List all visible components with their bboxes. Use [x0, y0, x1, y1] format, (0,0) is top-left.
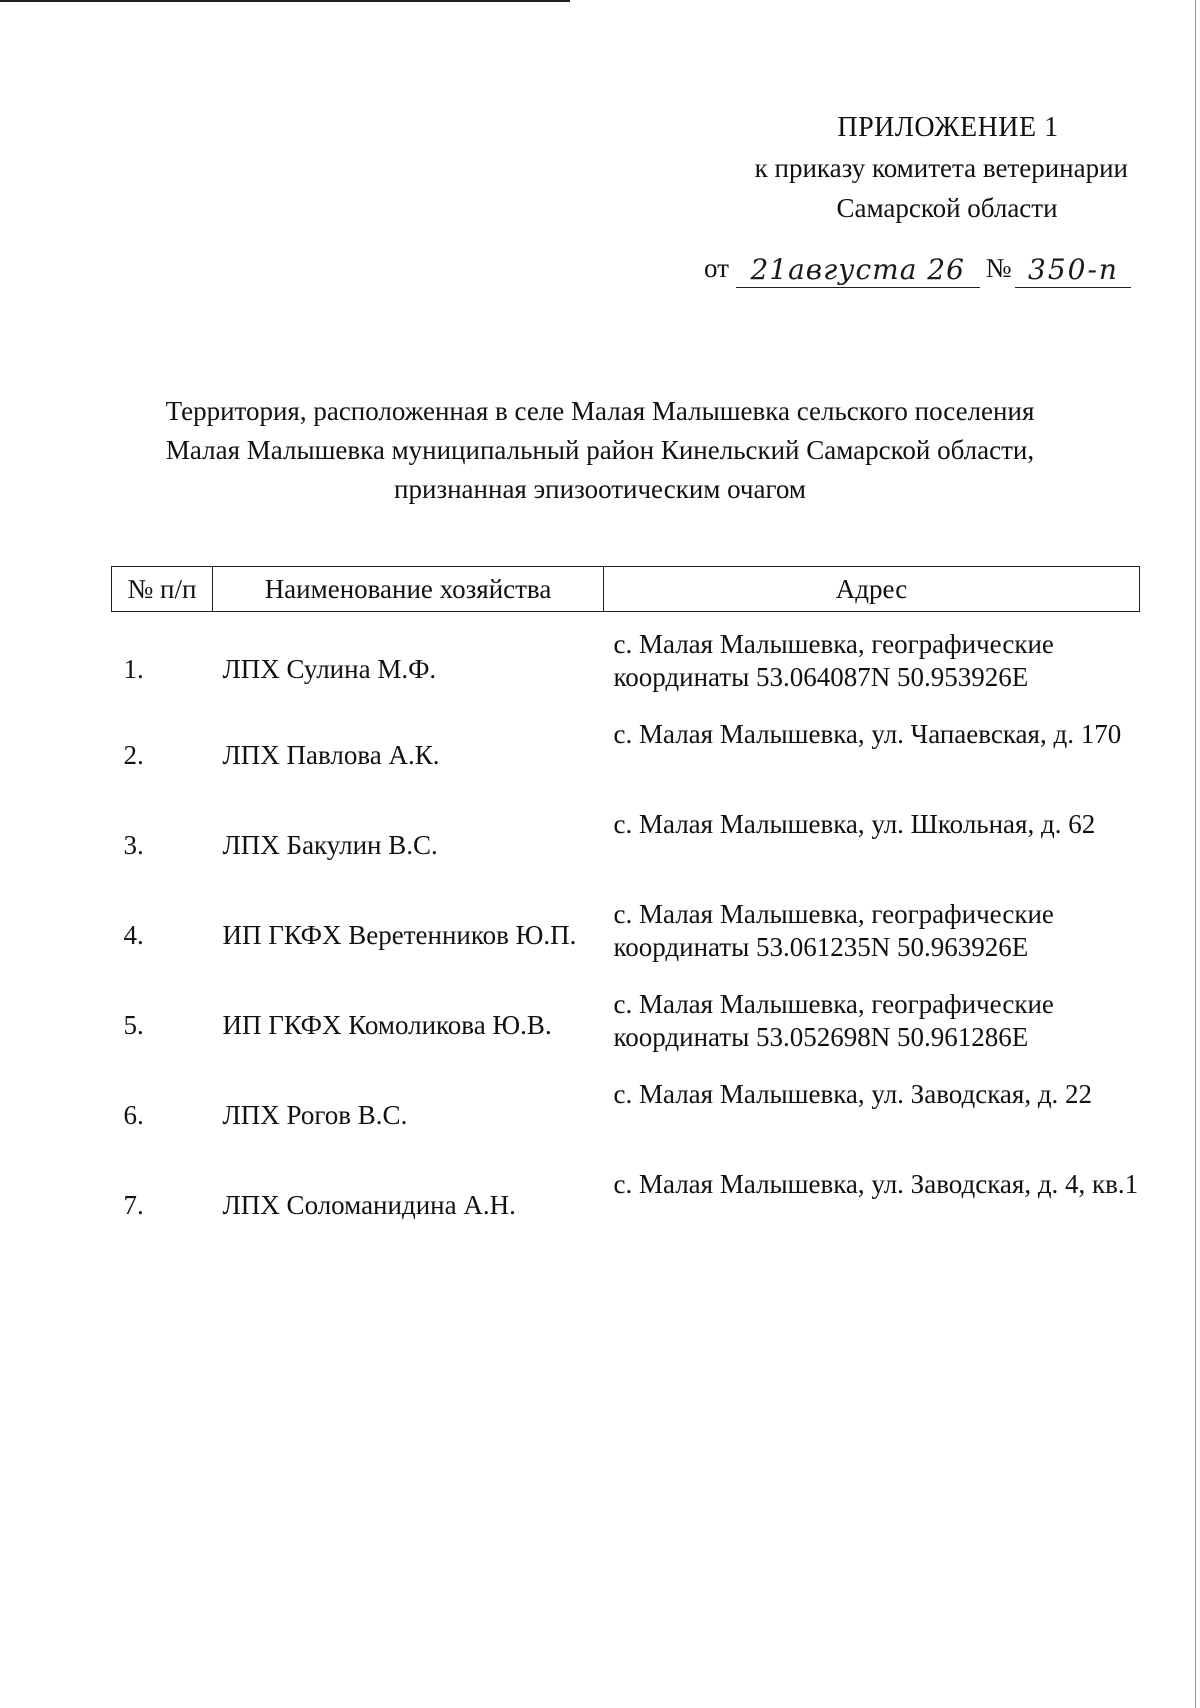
scan-edge-right — [1195, 0, 1196, 1708]
heading-line-3: признанная эпизоотическим очагом — [394, 474, 806, 504]
table-row — [112, 800, 1140, 890]
order-date-number — [704, 248, 1131, 288]
farms-table — [111, 566, 1140, 1250]
table-row — [112, 612, 1140, 711]
appendix-block — [708, 108, 1128, 228]
table-row — [112, 980, 1140, 1070]
row-number: 3. — [123, 829, 144, 860]
table-row — [112, 890, 1140, 980]
row-address: с. Малая Малышевка, ул. Школьная, д. 62 — [613, 809, 1096, 839]
order-from-label: от — [704, 253, 729, 283]
header-number: № п/п — [112, 567, 213, 612]
header-address: Адрес — [604, 567, 1140, 612]
row-number: 2. — [123, 739, 144, 770]
appendix-order-ref: к приказу комитета ветеринарии — [754, 153, 1128, 183]
order-date-handwritten: 21августа 26 — [736, 253, 980, 288]
row-address: с. Малая Малышевка, ул. Заводская, д. 4, кв.1 — [613, 1169, 1139, 1199]
table-row — [112, 710, 1140, 800]
row-address: с. Малая Малышевка, географические координаты 53.061235N 50.963926E — [613, 899, 1054, 962]
table-row — [112, 1070, 1140, 1160]
table-row — [112, 1160, 1140, 1250]
row-farm-name: ЛПХ Сулина М.Ф. — [222, 653, 437, 684]
row-farm-name: ЛПХ Павлова А.К. — [222, 739, 440, 770]
document-heading — [100, 392, 1100, 509]
table-header-row — [112, 567, 1140, 612]
row-address: с. Малая Малышевка, географические координаты 53.052698N 50.961286E — [613, 989, 1054, 1052]
row-address: с. Малая Малышевка, географические координаты 53.064087N 50.953926E — [613, 629, 1054, 692]
row-number: 1. — [123, 653, 144, 684]
heading-line-1: Территория, расположенная в селе Малая Малышевка сельского поселения — [165, 396, 1035, 426]
appendix-region: Самарской области — [836, 193, 1058, 223]
row-farm-name: ЛПХ Соломанидина А.Н. — [222, 1189, 516, 1220]
row-number: 5. — [123, 1009, 144, 1040]
header-farm-name: Наименование хозяйства — [213, 567, 604, 612]
row-address: с. Малая Малышевка, ул. Чапаевская, д. 170 — [613, 719, 1122, 749]
order-number-label: № — [985, 253, 1012, 283]
row-farm-name: ИП ГКФХ Веретенников Ю.П. — [222, 919, 577, 950]
row-address: с. Малая Малышевка, ул. Заводская, д. 22 — [613, 1079, 1093, 1109]
row-number: 7. — [123, 1189, 144, 1220]
row-number: 6. — [123, 1099, 144, 1130]
row-number: 4. — [123, 919, 144, 950]
appendix-title: ПРИЛОЖЕНИЕ 1 — [837, 112, 1059, 143]
row-farm-name: ИП ГКФХ Комоликова Ю.В. — [222, 1009, 552, 1040]
row-farm-name: ЛПХ Бакулин В.С. — [222, 829, 438, 860]
scan-edge-top — [0, 0, 570, 2]
order-number-handwritten: 350-п — [1015, 253, 1131, 288]
heading-line-2: Малая Малышевка муниципальный район Кинельский Самарской области, — [165, 435, 1035, 465]
row-farm-name: ЛПХ Рогов В.С. — [222, 1099, 408, 1130]
